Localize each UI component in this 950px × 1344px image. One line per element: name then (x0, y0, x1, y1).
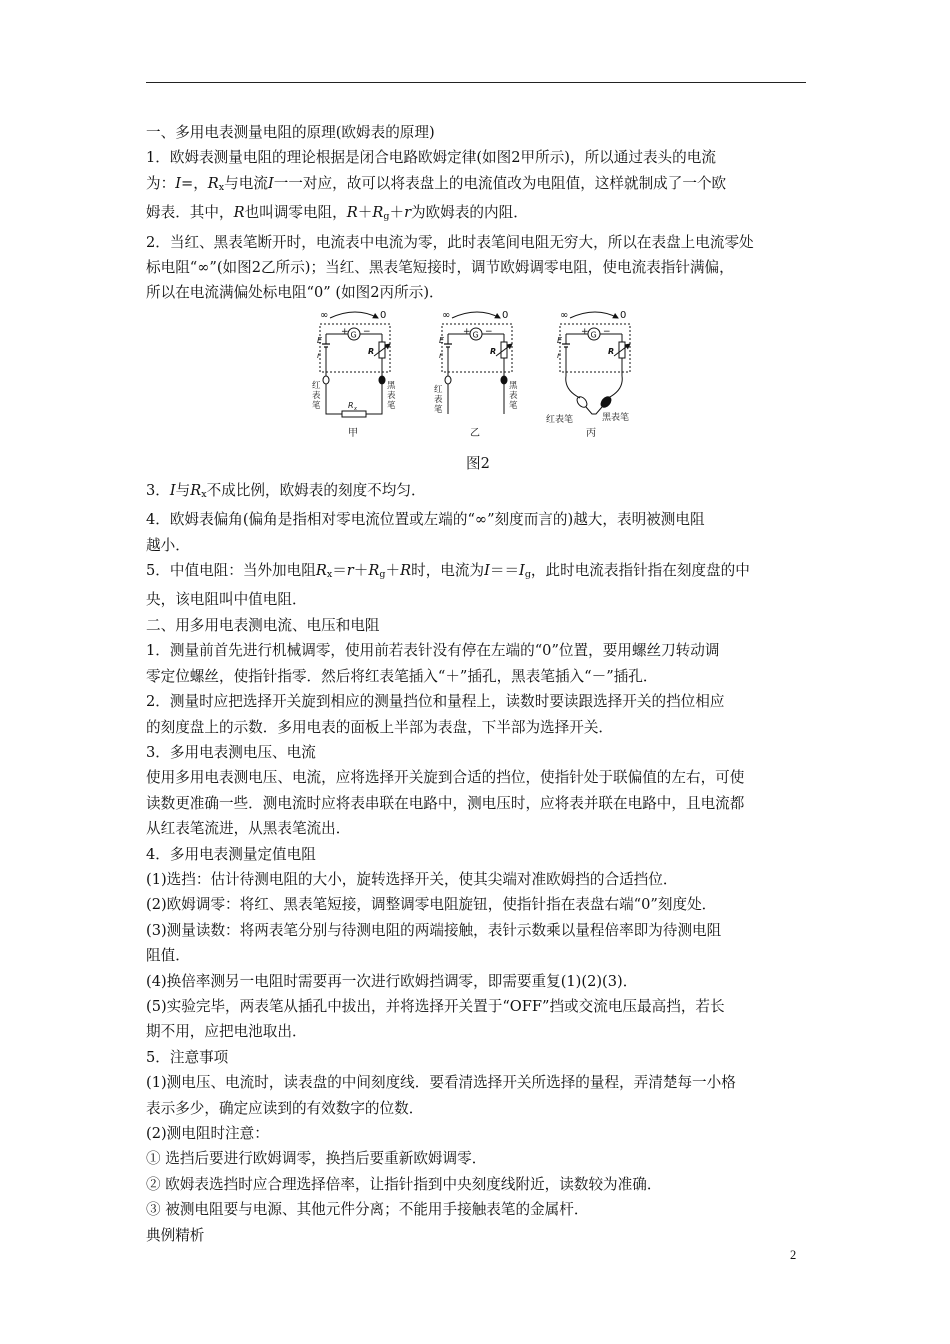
label-bing: 丙 (586, 427, 596, 439)
svg-text:−: − (485, 326, 493, 337)
svg-text:笔: 笔 (387, 400, 396, 411)
paragraph: 5．中值电阻：当外加电阻$R_x=r+R_g+R$时，电流为$I==I_g$，此时电流表指针指在刻度盘的中 (146, 562, 750, 581)
svg-text:E: E (439, 335, 445, 345)
paragraph: 姆表．其中，R也叫调零电阻，$R+R_g+r$为欧姆表的内阻． (146, 204, 528, 223)
svg-text:+: + (581, 326, 589, 337)
paragraph: 央，该电阻叫中值电阻． (146, 591, 307, 609)
list-item: ① 选挡后要进行欧姆调零，换挡后要重新欧姆调零． (146, 1150, 487, 1168)
svg-text:表: 表 (312, 390, 321, 401)
svg-text:R: R (490, 346, 497, 356)
svg-text:+: + (463, 326, 471, 337)
paragraph: 1．欧姆表测量电阻的理论根据是闭合电路欧姆定律(如图2甲所示)，所以通过表头的电流 (146, 149, 716, 167)
svg-text:黑: 黑 (509, 380, 518, 391)
svg-text:表: 表 (434, 394, 443, 405)
document-body (146, 120, 810, 1248)
svg-text:+: + (341, 326, 349, 337)
zero-label: 0 (380, 309, 387, 321)
paragraph: 读数更准确一些．测电流时应将表串联在电路中，测电压时，应将表并联在电路中，且电流都 (146, 794, 745, 812)
section-ending: 典例精析 (146, 1226, 205, 1244)
svg-text:−: − (603, 326, 611, 337)
label-yi: 乙 (470, 427, 480, 439)
svg-text:G: G (350, 330, 357, 340)
paragraph: (4)换倍率测另一电阻时需要再一次进行欧姆挡调零，即需要重复(1)(2)(3)． (146, 972, 638, 990)
paragraph: (2)测电阻时注意： (146, 1125, 269, 1142)
svg-text:G: G (472, 330, 479, 340)
svg-text:黑表笔: 黑表笔 (602, 412, 630, 423)
paragraph: (3)测量读数：将两表笔分别与待测电阻的两端接触，表针示数乘以量程倍率即为待测电阻 (146, 921, 722, 939)
subheading: 4．多用电表测量定值电阻 (146, 845, 316, 863)
paragraph: 4．欧姆表偏角(偏角是指相对零电流位置或左端的“∞”刻度而言的)越大，表明被测电阻 (146, 511, 705, 529)
svg-text:笔: 笔 (509, 400, 518, 411)
label-jia: 甲 (348, 427, 358, 439)
page-number: 2 (790, 1248, 797, 1262)
list-item: ② 欧姆表选挡时应合理选择倍率，让指针指到中央刻度线附近，读数较为准确． (146, 1175, 662, 1193)
paragraph: (2)欧姆调零：将红、黑表笔短接，调整调零电阻旋钮，使指针指在表盘右端“0”刻度处． (146, 896, 717, 914)
paragraph: 1．测量前首先进行机械调零，使用前若表针没有停在左端的“0”位置，要用螺丝刀转动调 (146, 642, 720, 660)
svg-text:∞: ∞ (442, 309, 451, 321)
figure-caption: 图2 (466, 454, 490, 472)
paragraph: 越小． (146, 536, 190, 554)
circuit-yi (434, 310, 518, 439)
header-rule (146, 82, 806, 83)
paragraph: 所以在电流满偏处标电阻“0” (如图2丙所示)． (146, 284, 444, 302)
paragraph: 从红表笔流进，从黑表笔流出． (146, 820, 351, 838)
svg-text:表: 表 (387, 390, 396, 401)
svg-text:0: 0 (502, 309, 509, 321)
svg-text:G: G (590, 330, 597, 340)
paragraph: (1)测电压、电流时，读表盘的中间刻度线．要看清选择开关所选择的量程，弄清楚每一小格 (146, 1074, 736, 1092)
svg-text:笔: 笔 (434, 404, 443, 415)
svg-text:黑: 黑 (387, 380, 396, 391)
svg-text:红表笔: 红表笔 (546, 414, 574, 425)
svg-text:E: E (557, 335, 563, 345)
svg-text:红: 红 (434, 384, 443, 395)
list-item: ③ 被测电阻要与电源、其他元件分离；不能用手接触表笔的金属杆． (146, 1201, 589, 1219)
svg-text:笔: 笔 (312, 400, 321, 411)
paragraph: 为：I=，$R_x$与电流I一一对应，故可以将表盘上的电流值改为电阻值，这样就制成了一个欧 (146, 174, 727, 193)
svg-text:表: 表 (509, 390, 518, 401)
svg-text:E: E (317, 335, 323, 345)
section-heading-1: 一、多用电表测量电阻的原理(欧姆表的原理) (146, 124, 435, 141)
circuit-jia (312, 310, 396, 439)
paragraph: (5)实验完毕，两表笔从插孔中拔出，并将选择开关置于“OFF”挡或交流电压最高挡，若长 (146, 997, 725, 1015)
paragraph: 3．I与$R_x$不成比例，欧姆表的刻度不均匀． (146, 481, 426, 500)
svg-text:红: 红 (312, 380, 321, 391)
paragraph: (1)选挡：估计待测电阻的大小，旋转选择开关，使其尖端对准欧姆挡的合适挡位． (146, 870, 678, 888)
paragraph: 零定位螺丝，使指针指零．然后将红表笔插入“＋”插孔，黑表笔插入“－”插孔． (146, 667, 658, 685)
paragraph: 标电阻“∞”(如图2乙所示)；当红、黑表笔短接时，调节欧姆调零电阻，使电流表指针满偏， (146, 259, 734, 277)
svg-text:0: 0 (620, 309, 627, 321)
paragraph: 使用多用电表测电压、电流，应将选择开关旋到合适的挡位，使指针处于联偏值的左右，可使 (146, 769, 745, 787)
svg-text:∞: ∞ (560, 309, 569, 321)
paragraph: 阻值． (146, 947, 190, 965)
svg-text:−: − (363, 326, 371, 337)
circuit-bing (546, 310, 630, 439)
paragraph: 2．测量时应把选择开关旋到相应的测量挡位和量程上，读数时要读跟选择开关的挡位相应 (146, 693, 725, 711)
paragraph: 的刻度盘上的示数．多用电表的面板上半部为表盘，下半部为选择开关． (146, 718, 614, 736)
paragraph: 表示多少，确定应读到的有效数字的位数． (146, 1099, 424, 1117)
svg-text:R: R (368, 346, 375, 356)
paragraph: 期不用，应把电池取出． (146, 1023, 307, 1041)
subheading: 3．多用电表测电压、电流 (146, 743, 316, 761)
svg-text:r: r (557, 350, 561, 360)
subheading: 5．注意事项 (146, 1048, 229, 1066)
svg-text:r: r (439, 350, 443, 360)
paragraph: 2．当红、黑表笔断开时，电流表中电流为零，此时表笔间电阻无穷大，所以在表盘上电流零处 (146, 233, 754, 251)
svg-text:R: R (608, 346, 615, 356)
svg-text:x: x (354, 405, 357, 412)
section-heading-2: 二、用多用电表测电流、电压和电阻 (146, 616, 380, 634)
svg-text:r: r (317, 350, 321, 360)
svg-text:R: R (348, 400, 354, 410)
infinity-label: ∞ (320, 309, 329, 321)
figure-2 (146, 310, 810, 450)
